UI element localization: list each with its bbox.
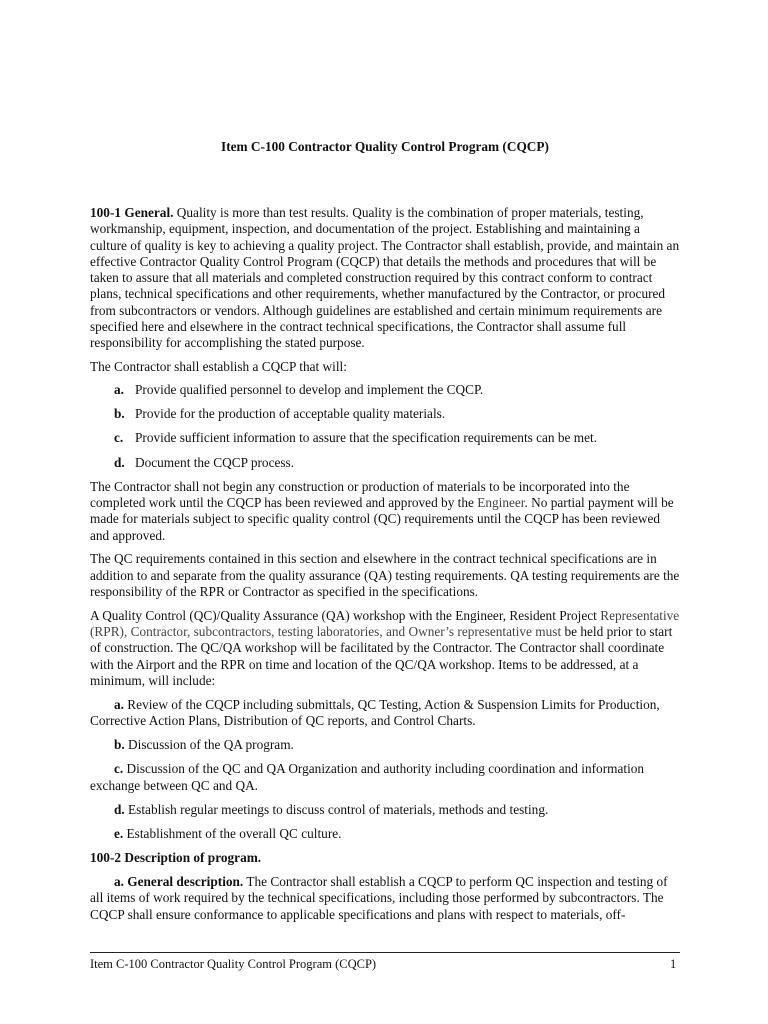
- no-begin-text-1: The Contractor shall not begin any construction or production of materials to be incorporated into the completed work until the CQCP has been reviewed and approved by the: [90, 478, 630, 511]
- list-letter: a.: [114, 381, 124, 397]
- item-letter: d.: [114, 801, 125, 817]
- establish-intro: The Contractor shall establish a CQCP that will:: [90, 359, 347, 375]
- footer-title: Item C-100 Contractor Quality Control Program (CQCP): [90, 957, 377, 971]
- workshop-text-2: Representative (RPR), Contractor, subcontractors, testing laboratories, and Owner’s representative must: [90, 607, 680, 640]
- footer-divider: [90, 952, 680, 953]
- description-heading: 100-2 Description of program.: [90, 850, 262, 866]
- qc-requirements-paragraph: The QC requirements contained in this section and elsewhere in the contract technical specifications are in addition to and separate from the quality assurance (QA) testing requirements. QA testing requirements are the responsibility of the RPR or Contractor as specified in the specifications.: [90, 551, 680, 599]
- no-begin-paragraph: [90, 479, 680, 544]
- document-body: [90, 205, 680, 931]
- workshop-text-3: be held prior to start of construction. The QC/QA workshop will be facilitated by the Contractor. The Contractor shall coordinate with the Airport and the RPR on time and location of the QC/QA workshop. Items to be addressed, at a minimum, will include:: [90, 624, 673, 688]
- establish-item: [90, 455, 680, 471]
- document-title: Item C-100 Contractor Quality Control Program (CQCP): [221, 139, 549, 154]
- list-text: Provide sufficient information to assure that the specification requirements can be met.: [135, 430, 598, 446]
- general-paragraph: [90, 205, 680, 352]
- workshop-text-1: A Quality Control (QC)/Quality Assurance (QA) workshop with the Engineer, Resident Project: [90, 607, 601, 623]
- item-text: Discussion of the QC and QA Organization and authority including coordination and information exchange between QC and QA.: [90, 761, 645, 793]
- list-text: Provide qualified personnel to develop and implement the CQCP.: [135, 381, 484, 397]
- list-text: Provide for the production of acceptable quality materials.: [135, 406, 446, 422]
- item-text: Review of the CQCP including submittals, QC Testing, Action & Suspension Limits for Production, Corrective Action Plans, Distribution of QC reports, and Control Charts.: [90, 696, 660, 729]
- list-letter: d.: [114, 454, 125, 470]
- no-begin-text-2: . No partial payment will be made for materials subject to specific quality control (QC) requirements until the CQCP has been reviewed and approved.: [90, 495, 674, 543]
- workshop-item: [90, 826, 680, 842]
- list-letter: c.: [114, 430, 124, 446]
- general-description-paragraph: [90, 874, 680, 923]
- general-description-heading: a. General description.: [114, 874, 244, 890]
- general-text: Quality is more than test results. Quality is the combination of proper materials, testing, workmanship, equipment, inspection, and documentation of the project. Establishing and maintaining a culture of quality is key to achieving a quality project. The Contractor shall establish, provide, and maintain an effective Contractor Quality Control Program (CQCP) that details the methods and procedures that will be taken to assure that all materials and completed construction required by this contract conform to contract plans, technical specifications and other requirements, whether manufactured by the Contractor, or procured from subcontractors or vendors. Although guidelines are established and certain minimum requirements are specified here and elsewhere in the contract technical specifications, the Contractor shall assume full responsibility for accomplishing the stated purpose.: [90, 205, 680, 351]
- workshop-item: [90, 802, 680, 818]
- workshop-item: [90, 737, 680, 753]
- item-letter: a.: [114, 696, 124, 712]
- item-text: Establish regular meetings to discuss control of materials, methods and testing.: [124, 801, 549, 817]
- general-description-text: The Contractor shall establish a CQCP to perform QC inspection and testing of all items of work required by the technical specifications, including those performed by subcontractors. The CQCP shall ensure conformance to applicable specifications and plans with respect to materials, off-: [90, 874, 668, 922]
- item-letter: b.: [114, 737, 125, 753]
- item-text: Discussion of the QA program.: [124, 737, 294, 753]
- item-letter: c.: [114, 761, 124, 777]
- engineer-term: Engineer: [477, 495, 525, 511]
- list-letter: b.: [114, 406, 125, 422]
- general-heading: 100-1 General.: [90, 205, 174, 220]
- workshop-item: [90, 761, 680, 794]
- list-text: Document the CQCP process.: [135, 454, 295, 470]
- item-text: Establishment of the overall QC culture.: [123, 826, 342, 842]
- item-letter: e.: [114, 826, 124, 842]
- establish-item: [90, 382, 680, 398]
- establish-item: [90, 430, 680, 446]
- page-number: 1: [670, 957, 677, 971]
- establish-item: [90, 406, 680, 422]
- workshop-paragraph: [90, 608, 680, 689]
- workshop-item: [90, 697, 680, 730]
